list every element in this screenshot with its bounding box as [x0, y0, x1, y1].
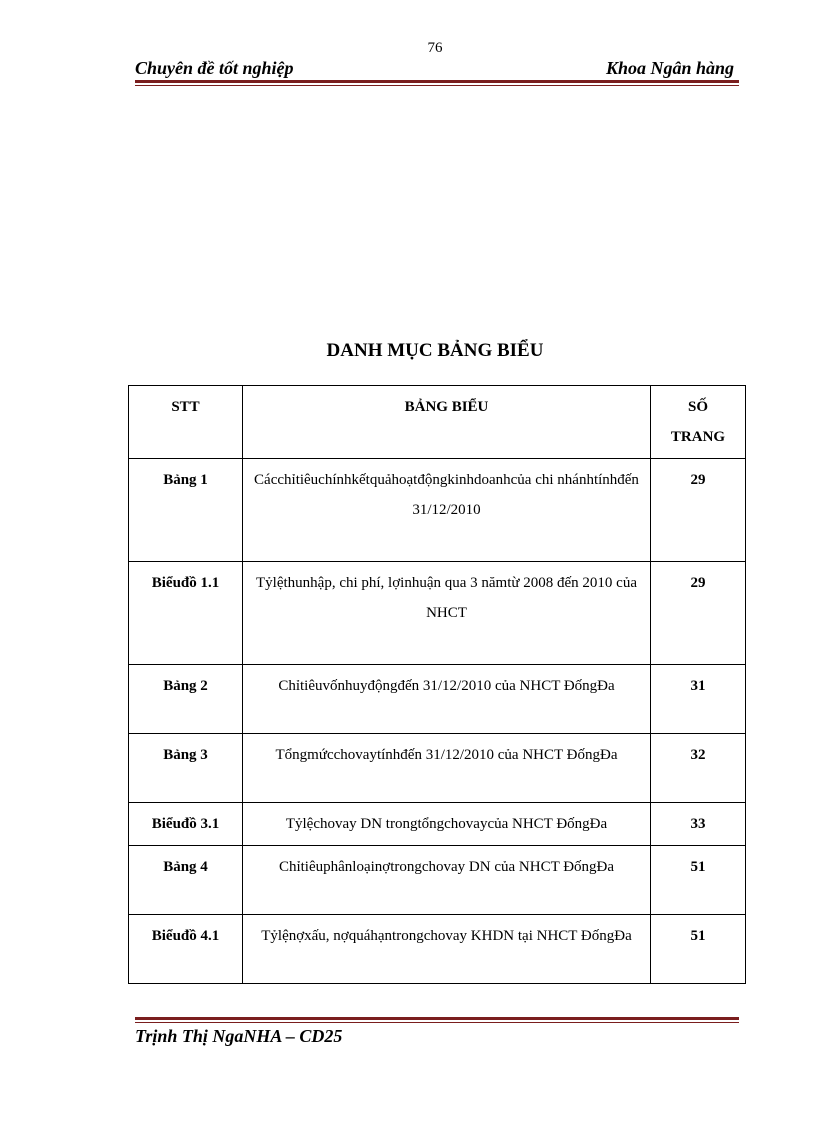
row-content: Cácchỉtiêuchínhkếtquảhoạtđộngkinhdoanhcủa chi nhánhtínhđến 31/12/2010: [243, 459, 651, 562]
row-stt: Biểuđồ 4.1: [129, 915, 243, 984]
table-row: [129, 846, 746, 915]
table-row: [129, 562, 746, 665]
table-row: [129, 803, 746, 846]
row-content: Chỉtiêuvốnhuyđộngđến 31/12/2010 của NHCT ĐốngĐa: [243, 665, 651, 734]
row-stt: Biểuđồ 3.1: [129, 803, 243, 846]
page-title: DANH MỤC BẢNG BIỂU: [326, 340, 544, 361]
header-page-line2: TRANG: [670, 429, 726, 445]
table-list: [128, 385, 746, 984]
header-page-line1: SỐ: [687, 399, 708, 415]
header-stt: STT: [129, 386, 243, 459]
table-header-row: [129, 386, 746, 459]
header-rule-thin: [135, 85, 739, 86]
header-page: [651, 386, 746, 459]
row-content: Chỉtiêuphânloạinợtrongchovay DN của NHCT ĐốngĐa: [243, 846, 651, 915]
row-stt: Bảng 3: [129, 734, 243, 803]
row-page: 33: [651, 803, 746, 846]
footer-author: Trịnh Thị NgaNHA – CD25: [135, 1026, 343, 1046]
header-right: Khoa Ngân hàng: [605, 58, 734, 78]
row-stt: Bảng 4: [129, 846, 243, 915]
table-row: [129, 665, 746, 734]
footer-rule-thin: [135, 1022, 739, 1023]
row-page: 29: [651, 562, 746, 665]
table-row: [129, 459, 746, 562]
row-page: 32: [651, 734, 746, 803]
row-stt: Bảng 1: [129, 459, 243, 562]
table-row: [129, 734, 746, 803]
row-content: Tỷlệnợxấu, nợquáhạntrongchovay KHDN tại NHCT ĐốngĐa: [243, 915, 651, 984]
footer-rule: [135, 1017, 739, 1020]
row-content: Tỷlệthunhập, chi phí, lợinhuận qua 3 nămtừ 2008 đến 2010 của NHCT: [243, 562, 651, 665]
header-rule: [135, 80, 739, 83]
row-page: 51: [651, 915, 746, 984]
row-page: 31: [651, 665, 746, 734]
row-content: Tỷlệchovay DN trongtổngchovaycủa NHCT ĐốngĐa: [243, 803, 651, 846]
table-row: [129, 915, 746, 984]
row-page: 29: [651, 459, 746, 562]
row-stt: Bảng 2: [129, 665, 243, 734]
row-stt: Biểuđồ 1.1: [129, 562, 243, 665]
header-left: Chuyên đề tốt nghiệp: [135, 58, 294, 78]
row-content: Tổngmứcchovaytínhđến 31/12/2010 của NHCT ĐốngĐa: [243, 734, 651, 803]
page-number: 76: [427, 40, 443, 56]
row-page: 51: [651, 846, 746, 915]
header-content: BẢNG BIỂU: [243, 386, 651, 459]
